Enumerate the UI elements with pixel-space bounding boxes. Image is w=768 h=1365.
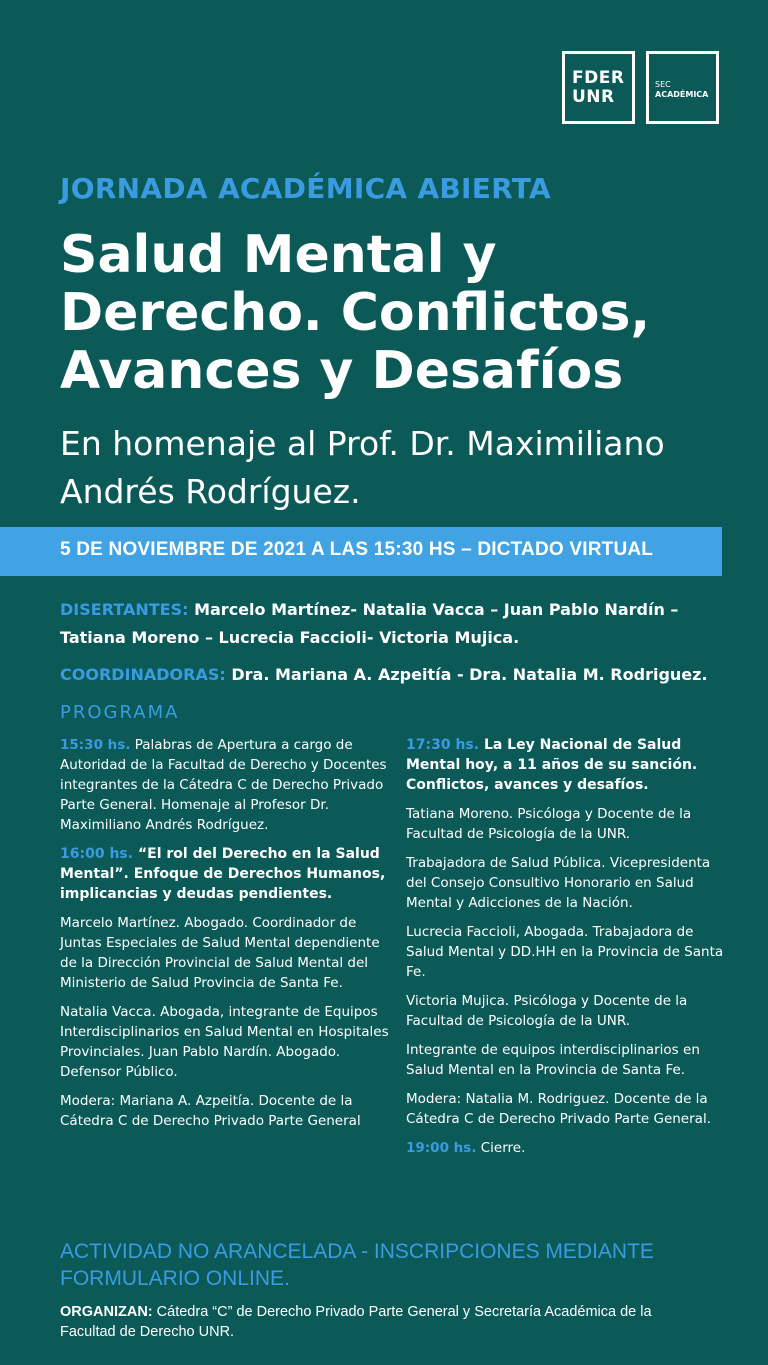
program-left-column xyxy=(60,735,390,1140)
program-text: Palabras de Apertura a cargo de Autoridad de la Facultad de Derecho y Docentes integrantes de la Cátedra C de Derecho Privado Parte General. Homenaje al Profesor Dr. Maximiliano Andrés Rodríguez. xyxy=(60,737,387,833)
date-banner-text: 5 DE NOVIEMBRE DE 2021 A LAS 15:30 HS – DICTADO VIRTUAL xyxy=(60,539,654,560)
organizers-text: Cátedra “C” de Derecho Privado Parte General y Secretaría Académica de la Facultad de Derecho UNR. xyxy=(60,1304,652,1340)
registration-note: ACTIVIDAD NO ARANCELADA - INSCRIPCIONES MEDIANTE FORMULARIO ONLINE. xyxy=(60,1240,654,1290)
speakers-label: DISERTANTES: xyxy=(60,600,189,619)
program-item xyxy=(60,844,390,904)
coordinators-block xyxy=(60,661,750,689)
speaker-bio: Lucrecia Faccioli, Abogada. Trabajadora de Salud Mental y DD.HH en la Provincia de Santa Fe. xyxy=(406,924,724,980)
moderator: Modera: Natalia M. Rodriguez. Docente de la Cátedra C de Derecho Privado Parte General. xyxy=(406,1091,711,1127)
time-label: 17:30 hs. xyxy=(406,737,480,753)
time-label: 15:30 hs. xyxy=(60,737,131,753)
program-right-column xyxy=(406,735,726,1167)
logo-sec-text: SEC xyxy=(655,80,671,89)
logo-unr-text: UNR xyxy=(572,87,615,107)
coordinators-label: COORDINADORAS: xyxy=(60,665,226,684)
speaker-bio: Trabajadora de Salud Pública. Vicepresidenta del Consejo Consultivo Honorario en Salud Mental y Adicciones de la Nación. xyxy=(406,855,711,911)
coordinators-text: Dra. Mariana A. Azpeitía - Dra. Natalia M. Rodriguez. xyxy=(231,665,708,684)
program-item xyxy=(406,1138,726,1158)
logo-fder-text: FDER xyxy=(572,68,625,88)
logo-academica-text: ACADÉMICA xyxy=(655,90,709,99)
speaker-bio: Natalia Vacca. Abogada, integrante de Equipos Interdisciplinarios en Salud Mental en Hospitales Provinciales. Juan Pablo Nardín. Abogado. Defensor Público. xyxy=(60,1004,389,1080)
sec-academica-logo xyxy=(646,51,719,124)
organizers-label: ORGANIZAN: xyxy=(60,1304,153,1320)
moderator: Modera: Mariana A. Azpeitía. Docente de la Cátedra C de Derecho Privado Parte General xyxy=(60,1093,361,1129)
speakers-block xyxy=(60,596,740,652)
program-text: Cierre. xyxy=(480,1140,526,1156)
organizers xyxy=(60,1302,710,1342)
session-title: “El rol del Derecho en la Salud Mental”. Enfoque de Derechos Humanos, implicancias y deudas pendientes. xyxy=(60,846,386,902)
program-item xyxy=(406,735,726,795)
event-kicker: JORNADA ACADÉMICA ABIERTA xyxy=(60,172,552,205)
time-label: 16:00 hs. xyxy=(60,846,134,862)
event-title: Salud Mental y Derecho. Conflictos, Avances y Desafíos xyxy=(60,225,651,401)
event-subtitle: En homenaje al Prof. Dr. Maximiliano Andrés Rodríguez. xyxy=(60,424,665,511)
speaker-bio: Tatiana Moreno. Psicóloga y Docente de la Facultad de Psicología de la UNR. xyxy=(406,806,692,842)
speaker-bio: Marcelo Martínez. Abogado. Coordinador de Juntas Especiales de Salud Mental dependiente de la Dirección Provincial de Salud Mental del Ministerio de Salud Provincia de Santa Fe. xyxy=(60,915,380,991)
date-banner xyxy=(0,527,722,576)
program-item xyxy=(60,735,390,835)
speaker-bio: Integrante de equipos interdisciplinarios en Salud Mental en la Provincia de Santa Fe. xyxy=(406,1042,700,1078)
time-label: 19:00 hs. xyxy=(406,1140,477,1156)
fder-unr-logo xyxy=(562,51,635,124)
speakers-text: Marcelo Martínez- Natalia Vacca – Juan Pablo Nardín – Tatiana Moreno – Lucrecia Faccioli- Victoria Mujica. xyxy=(60,600,679,647)
speaker-bio: Victoria Mujica. Psicóloga y Docente de la Facultad de Psicología de la UNR. xyxy=(406,993,688,1029)
session-title: La Ley Nacional de Salud Mental hoy, a 11 años de su sanción. Conflictos, avances y desafíos. xyxy=(406,737,698,793)
program-heading: PROGRAMA xyxy=(60,702,180,723)
